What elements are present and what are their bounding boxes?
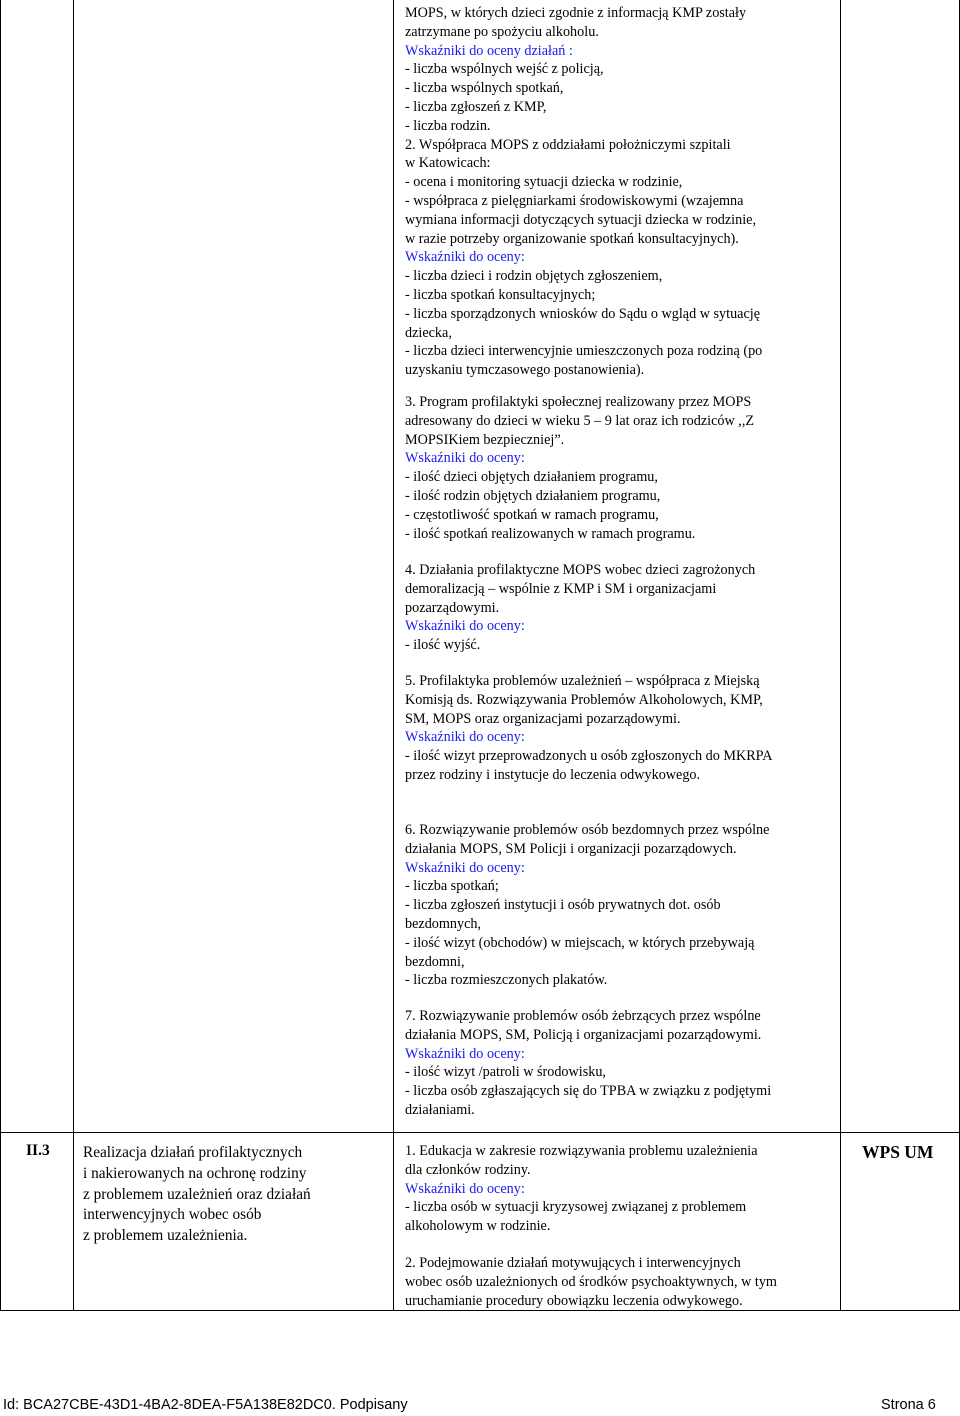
text-line: 3. Program profilaktyki społecznej realizowany przez MOPS <box>405 394 752 410</box>
text-line: wobec osób uzależnionych od środków psychoaktywnych, w tym <box>405 1273 777 1290</box>
description-line: z problemem uzależnienia. <box>83 1227 248 1245</box>
text-line: demoralizacją – wspólnie z KMP i SM i organizacjami <box>405 580 717 597</box>
text-line: - ilość wizyt przeprowadzonych u osób zgłoszonych do MKRPA <box>405 748 773 765</box>
footer-page-number: Strona 6 <box>881 1397 936 1413</box>
text-line: - współpraca z pielęgniarkami środowiskowymi (wzajemna <box>405 193 744 209</box>
text-line: wymiana informacji dotyczących sytuacji dziecka w rodzinie, <box>405 211 756 228</box>
text-line: - ilość spotkań realizowanych w ramach programu. <box>405 525 696 542</box>
table-border-left <box>0 0 1 1310</box>
text-line: - ilość wizyt (obchodów) w miejscach, w których przebywają <box>405 934 755 951</box>
text-line: dziecka, <box>405 324 452 341</box>
description-line: z problemem uzależnień oraz działań <box>83 1185 311 1203</box>
row-divider <box>0 1132 960 1133</box>
text-line: Komisją ds. Rozwiązywania Problemów Alkoholowych, KMP, <box>405 691 763 708</box>
text-line: dla członków rodziny. <box>405 1161 531 1178</box>
text-line: działaniami. <box>405 1102 475 1118</box>
description-line: Realizacja działań profilaktycznych <box>83 1144 303 1161</box>
text-line: 4. Działania profilaktyczne MOPS wobec dzieci zagrożonych <box>405 562 756 578</box>
text-line: adresowany do dzieci w wieku 5 – 9 lat oraz ich rodziców ,,Z <box>405 412 755 429</box>
indicator-heading: Wskaźniki do oceny: <box>405 249 525 266</box>
text-line: 5. Profilaktyka problemów uzależnień – współpraca z Miejską <box>405 673 760 689</box>
text-line: - częstotliwość spotkań w ramach programu, <box>405 506 659 523</box>
text-line: zatrzymane po spożyciu alkoholu. <box>405 23 599 40</box>
text-line: - liczba spotkań; <box>405 878 499 895</box>
text-line: - liczba dzieci interwencyjnie umieszczonych poza rodziną (po <box>405 343 763 360</box>
text-line: 1. Edukacja w zakresie rozwiązywania problemu uzależnienia <box>405 1143 758 1159</box>
text-line: - liczba sporządzonych wniosków do Sądu o wgląd w sytuację <box>405 305 760 322</box>
text-line: - liczba spotkań konsultacyjnych; <box>405 287 596 303</box>
text-line: - liczba dzieci i rodzin objętych zgłoszeniem, <box>405 268 663 285</box>
text-line: - liczba rozmieszczonych plakatów. <box>405 972 608 989</box>
text-line: - ilość dzieci objętych działaniem programu, <box>405 469 658 486</box>
text-line: - ocena i monitoring sytuacji dziecka w rodzinie, <box>405 174 683 191</box>
text-line: - liczba wspólnych spotkań, <box>405 80 564 97</box>
col-divider-3 <box>840 0 841 1310</box>
indicator-heading: Wskaźniki do oceny: <box>405 859 525 876</box>
row-description <box>83 1143 311 1247</box>
col-divider-2 <box>393 0 394 1310</box>
col-divider-1 <box>73 0 74 1310</box>
indicator-heading: Wskaźniki do oceny: <box>405 1045 525 1062</box>
text-line: bezdomni, <box>405 953 465 970</box>
footer-id: Id: BCA27CBE-43D1-4BA2-8DEA-F5A138E82DC0. Podpisany <box>3 1397 408 1413</box>
text-line: - liczba osób w sytuacji kryzysowej związanej z problemem <box>405 1199 747 1216</box>
responsible-unit: WPS UM <box>862 1142 934 1162</box>
text-line: MOPS, w których dzieci zgodnie z informacją KMP zostały <box>405 5 747 21</box>
text-line: uruchamianie procedury obowiązku leczenia odwykowego. <box>405 1292 743 1309</box>
text-line: alkoholowym w rodzinie. <box>405 1218 551 1235</box>
description-line: i nakierowanych na ochronę rodziny <box>83 1164 307 1182</box>
text-line: - ilość rodzin objętych działaniem programu, <box>405 488 661 504</box>
text-line: - liczba rodzin. <box>405 117 491 134</box>
description-line: interwencyjnych wobec osób <box>83 1206 262 1224</box>
text-line: 7. Rozwiązywanie problemów osób żebrzących przez wspólne <box>405 1008 761 1024</box>
text-line: w Katowicach: <box>405 155 491 172</box>
text-line: - liczba osób zgłaszających się do TPBA w związku z podjętymi <box>405 1083 772 1100</box>
text-line: SM, MOPS oraz organizacjami pozarządowymi. <box>405 710 681 727</box>
text-line: 6. Rozwiązywanie problemów osób bezdomnych przez wspólne <box>405 822 770 838</box>
row-number: II.3 <box>26 1142 50 1159</box>
text-line: w razie potrzeby organizowanie spotkań konsultacyjnych). <box>405 230 739 247</box>
text-line: - liczba zgłoszeń instytucji i osób prywatnych dot. osób <box>405 897 721 914</box>
text-line: 2. Współpraca MOPS z oddziałami położniczymi szpitali <box>405 136 731 153</box>
text-line: - liczba zgłoszeń z KMP, <box>405 99 547 115</box>
indicator-heading: Wskaźniki do oceny: <box>405 618 525 635</box>
text-line: przez rodziny i instytucje do leczenia odwykowego. <box>405 767 701 783</box>
text-line: 2. Podejmowanie działań motywujących i interwencyjnych <box>405 1255 741 1271</box>
indicator-heading: Wskaźniki do oceny działań : <box>405 42 573 59</box>
text-line: działania MOPS, SM, Policją i organizacjami pozarządowymi. <box>405 1026 762 1043</box>
text-line: bezdomnych, <box>405 916 482 932</box>
text-line: działania MOPS, SM Policji i organizacji pozarządowych. <box>405 840 737 857</box>
text-line: pozarządowymi. <box>405 599 500 616</box>
text-line: - liczba wspólnych wejść z policją, <box>405 61 604 78</box>
indicator-heading: Wskaźniki do oceny: <box>405 729 525 746</box>
indicator-heading: Wskaźniki do oceny: <box>405 1180 525 1197</box>
text-line: MOPSIKiem bezpieczniej”. <box>405 431 565 448</box>
text-line: - ilość wizyt /patroli w środowisku, <box>405 1064 606 1081</box>
text-line: - ilość wyjść. <box>405 637 481 654</box>
indicator-heading: Wskaźniki do oceny: <box>405 450 525 467</box>
text-line: uzyskaniu tymczasowego postanowienia). <box>405 362 645 379</box>
